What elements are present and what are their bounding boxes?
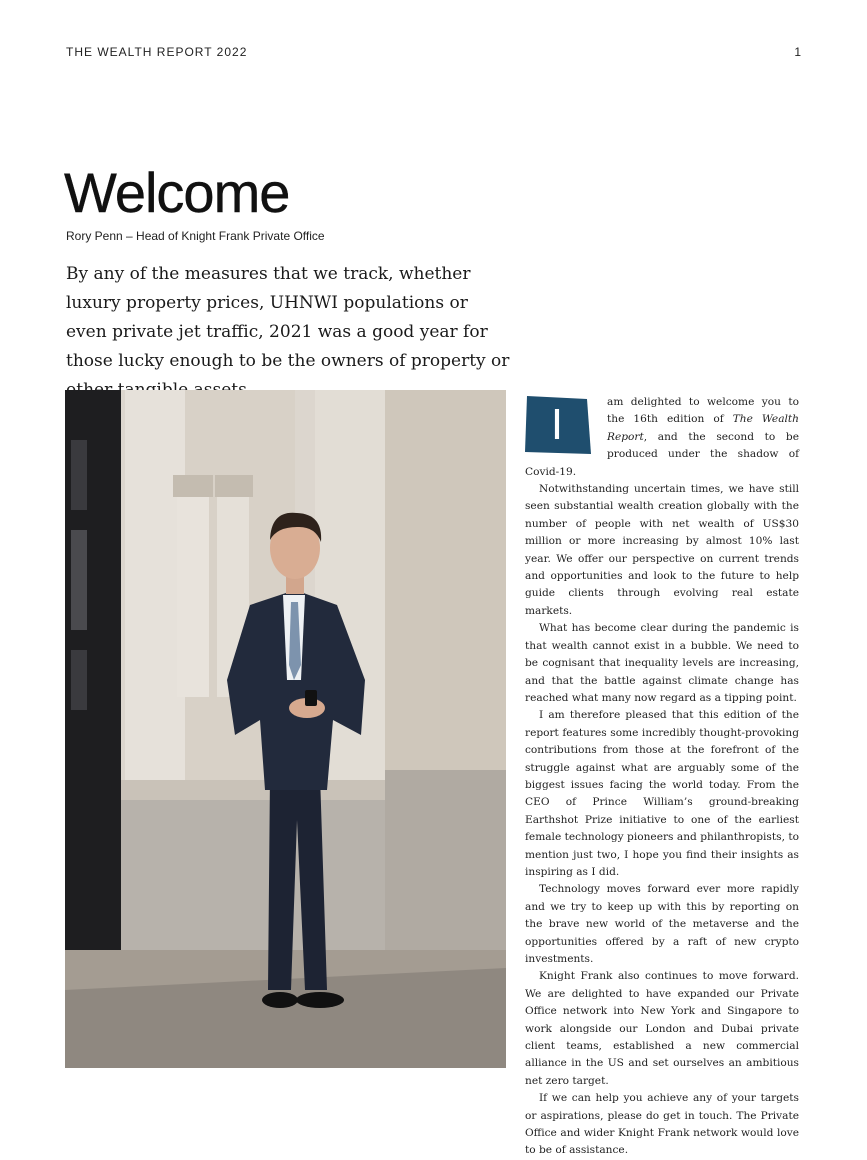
body-paragraph: Knight Frank also continues to move forward. We are delighted to have expanded our Private Office network into New York and Singapore to work alongside our London and Dubai private client teams, established a new commercial alliance in the US and set ourselves an ambitious net zero target. (525, 970, 799, 1087)
body-paragraph: If we can help you achieve any of your targets or aspirations, please do get in touch. The Private Office and wider Knight Frank network would love to be of assistance. (525, 1092, 799, 1157)
body-paragraph: What has become clear during the pandemic is that wealth cannot exist in a bubble. We need to be cognisant that inequality levels are increasing, and that the battle against climate change has reached what many now regard as a tipping point. (525, 622, 799, 704)
page-title: Welcome (64, 161, 290, 224)
byline: Rory Penn – Head of Knight Frank Private Office (66, 229, 325, 243)
portrait-photo (65, 390, 506, 1068)
body-paragraph: I am therefore pleased that this edition of the report features some incredibly thought-provoking contributions from those at the forefront of the struggle against what are arguably some of the biggest issues facing the world today. From the CEO of Prince William’s ground-breaking Earthshot Prize initiative to one of the earliest female technology pioneers and philanthropists, to mention just two, I hope you find their insights as inspiring as I did. (525, 709, 799, 878)
drop-cap: I (525, 396, 591, 454)
page-number: 1 (794, 45, 801, 59)
body-paragraph: Notwithstanding uncertain times, we have still seen substantial wealth creation globally with the number of people with net wealth of US$30 million or more increasing by almost 10% last year. We offer our perspective on current trends and opportunities and look to the future to help guide clients through evolving real estate markets. (525, 483, 799, 617)
body-paragraph: am delighted to welcome you to the 16th edition of The Wealth Report, and the second to be produced under the shadow of Covid-19. (525, 396, 799, 478)
publication-title: The Wealth Report (607, 413, 799, 443)
running-header-title: THE WEALTH REPORT 2022 (66, 45, 248, 59)
article-body (525, 394, 799, 1160)
standfirst: By any of the measures that we track, whether luxury property prices, UHNWI populations or even private jet traffic, 2021 was a good year for those lucky enough to be the owners of property or (66, 264, 510, 371)
body-paragraph: Technology moves forward ever more rapidly and we try to keep up with this by reporting on the brave new world of the metaverse and the opportunities offered by a raft of new crypto investments. (525, 883, 799, 965)
